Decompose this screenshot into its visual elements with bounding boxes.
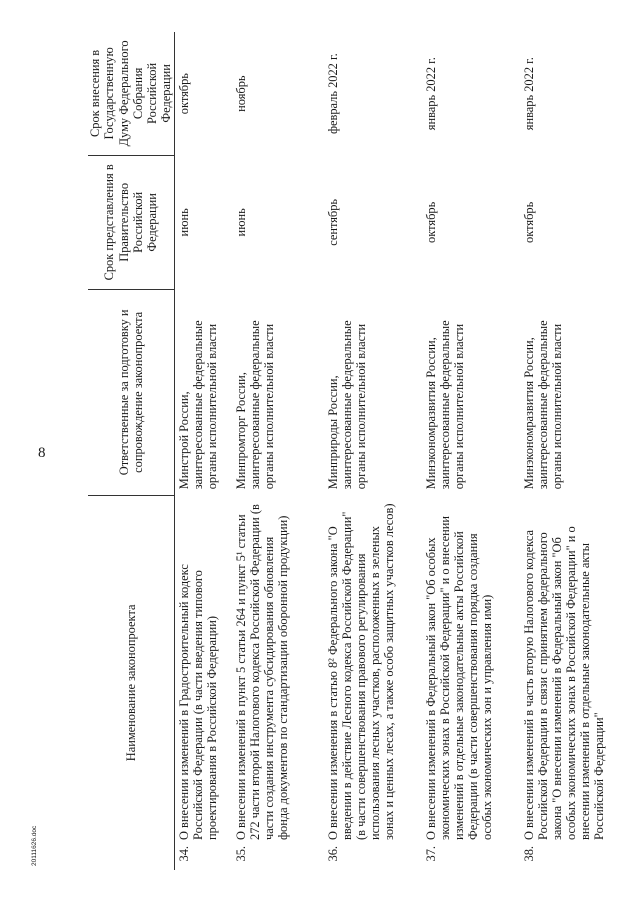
submission-date: июнь	[176, 208, 191, 237]
responsible-bodies: Минэкономразвития России, заинтересованные федеральные органы исполнительной власти	[521, 320, 564, 490]
row-number: 37.	[423, 846, 438, 862]
submission-date: октябрь	[423, 201, 438, 243]
responsible-bodies: Минэкономразвития России, заинтересованные федеральные органы исполнительной власти	[423, 320, 466, 490]
table-row	[232, 32, 324, 870]
responsible-bodies: Минпромторг России, заинтересованные федеральные органы исполнительной власти	[233, 320, 276, 490]
page-number: 8	[38, 445, 46, 461]
bill-name: О внесении изменения в статью 8² Федерального закона "О введении в действие Лесного кодекса Российской Федерации" (в части совершенствования правового регулирования использования лесных участков, расположенных в зеленых зонах и ценных лесах, а также особо защитных участков лесов)	[325, 503, 396, 840]
bill-name: О внесении изменений в часть вторую Налогового кодекса Российской Федерации в связи с принятием федерального закона "О внесении изменений в Федеральный закон "Об особых экономических зонах в Российской Федерации" и о внесении изменений в отдельные законодательные акты Российской Федерации"	[521, 526, 606, 840]
rotated-table-container	[88, 32, 640, 870]
document-footer: 20111626.doc	[31, 825, 38, 866]
responsible-bodies: Минприроды России, заинтересованные федеральные органы исполнительной власти	[325, 320, 368, 490]
state-duma-date: февраль 2022 г.	[325, 53, 340, 135]
bill-name: О внесении изменений в Федеральный закон "Об особых экономических зонах в Российской Федерации" и о внесении изменений в отдельные законодательные акты Российской Федерации (в части совершенствования порядка создания особых экономических зон и управления ими)	[423, 515, 494, 840]
state-duma-date: октябрь	[176, 73, 191, 115]
submission-date: июнь	[233, 208, 248, 237]
submission-date: сентябрь	[325, 198, 340, 246]
header-responsible: Ответственные за подготовку и сопровождение законопроекта	[88, 289, 174, 495]
row-number: 38.	[521, 846, 536, 862]
bill-name: О внесении изменений в Градостроительный кодекс Российской Федерации (в части введения типового проектирования в Российской Федерации)	[176, 564, 219, 840]
table-row	[422, 32, 520, 870]
bill-name: О внесении изменений в пункт 5 статьи 264 и пункт 5¹ статьи 272 части второй Налогового кодекса Российской Федерации (в части создания инструмента субсидирования обновления фонда документов по стандартизации оборонной продукции)	[233, 504, 290, 840]
header-name: Наименование законопроекта	[88, 495, 174, 870]
responsible-bodies: Минстрой России, заинтересованные федеральные органы исполнительной власти	[176, 320, 219, 490]
state-duma-date: ноябрь	[233, 75, 248, 112]
table-header-row	[88, 32, 174, 870]
state-duma-date: январь 2022 г.	[423, 57, 438, 131]
bills-table	[88, 32, 606, 870]
table-row	[324, 32, 422, 870]
table-row	[174, 32, 232, 870]
state-duma-date: январь 2022 г.	[521, 57, 536, 131]
row-number: 34.	[176, 846, 191, 862]
row-number: 36.	[325, 846, 340, 862]
header-state-duma: Срок внесения в Государственную Думу Федерального Собрания Российской Федерации	[88, 32, 174, 155]
submission-date: октябрь	[521, 201, 536, 243]
header-submission: Срок представления в Правительство Российской Федерации	[88, 155, 174, 289]
table-row	[520, 32, 606, 870]
row-number: 35.	[233, 846, 248, 862]
